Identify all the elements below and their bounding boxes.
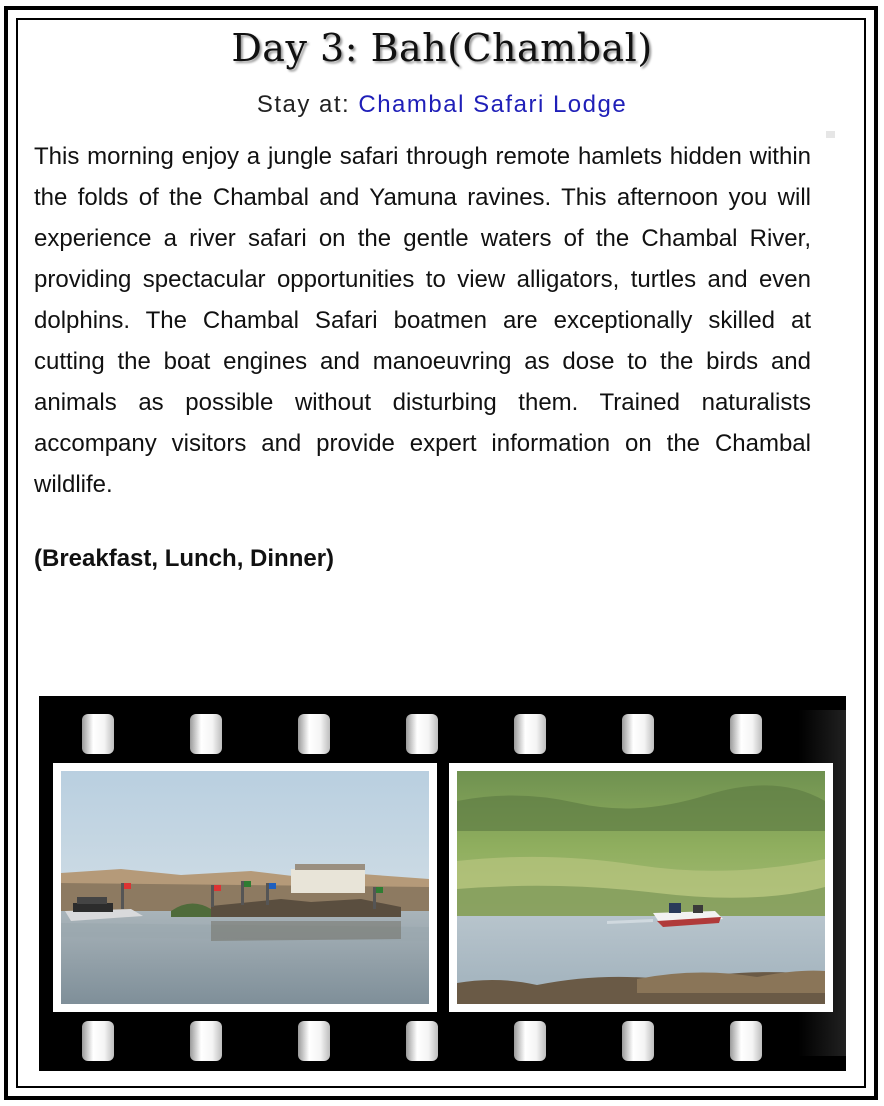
film-perforation (622, 714, 654, 754)
film-perforation (514, 1021, 546, 1061)
film-perforation (82, 1021, 114, 1061)
photo-filmstrip (39, 696, 846, 1071)
river-jetty-image (61, 771, 429, 1004)
photo-motorboat-river (449, 763, 833, 1012)
film-perforation (514, 714, 546, 754)
day-description: This morning enjoy a jungle safari through remote hamlets hidden within the folds of the Chambal and Yamuna ravines. This afternoon you will experience a river safari on the gentle waters of the Chambal River, providing spectacular opportunities to view alligators, turtles and even dolphins. The Chambal Safari boatmen are exceptionally skilled at cutting the boat engines and manoeuvring as dose to the birds and animals as possible without disturbing them. Trained naturalists accompany visitors and provide expert information on the Chambal wildlife. (34, 143, 811, 498)
film-perforation (298, 714, 330, 754)
film-perforation (730, 1021, 762, 1061)
lodge-name: Chambal Safari Lodge (358, 91, 628, 118)
film-perforation (298, 1021, 330, 1061)
day-title: Day 3: Bah(Chambal) (231, 26, 653, 70)
stay-line (0, 91, 884, 119)
film-perforation (622, 1021, 654, 1061)
corner-mark (826, 131, 835, 138)
film-perforation (406, 1021, 438, 1061)
film-perforation (82, 714, 114, 754)
film-perforation (190, 1021, 222, 1061)
film-perforation (190, 714, 222, 754)
film-perforation (730, 714, 762, 754)
motorboat-river-image (457, 771, 825, 1004)
film-perforation (406, 714, 438, 754)
stay-prefix: Stay at: (256, 91, 351, 118)
meals-included: (Breakfast, Lunch, Dinner) (34, 545, 335, 572)
photo-river-jetty (53, 763, 437, 1012)
